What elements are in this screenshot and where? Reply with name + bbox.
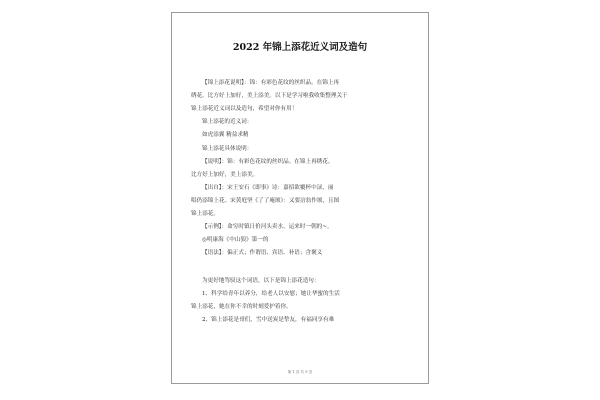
text-line: 锦上添花近义词以及造句，希望对你有用！ <box>191 106 298 112</box>
text-line: 1、科学给青年以养分，给老人以安慰；她让华蜜的生活 <box>202 291 340 297</box>
document-page <box>171 12 429 384</box>
document-title: 2022 年锦上添花近义词及造句 <box>232 42 368 53</box>
text-line: 为更好地驾驭这个词语，以下是锦上添花造句： <box>202 278 320 284</box>
text-line: 2、锦上添花是哥们，雪中送炭是挚友，有福同享有难 <box>202 317 335 323</box>
text-line: 【说明】：锦：有彩色花纹的丝织品。在锦上再绣花。 <box>202 159 334 165</box>
text-line: 【语法】：偏正式；作谓语、宾语、补语；含褒义 <box>202 250 323 256</box>
text-line: 【出自】：宋王安石《即事》诗：嘉招欲覆杯中渌，丽 <box>202 185 334 191</box>
text-line: 如虎添翼 精益求精 <box>202 132 249 138</box>
text-line: 锦上添花具体说明： <box>202 146 253 152</box>
text-line: 锦上添花。 <box>191 211 219 217</box>
text-line: 绣花。比方好上加好，美上添美。以下是学习啦我收集整理关于 <box>191 93 348 99</box>
text-line: 锦上添花的近义词： <box>202 119 253 125</box>
text-line: 【锦上添花说明】：锦：有彩色花纹的丝织品。在锦上再 <box>202 80 340 86</box>
text-line: 唱仍添锦上花。宋黄庭坚《了了庵颂》：又要涪翁作颂，且图 <box>191 198 340 204</box>
text-line: 比方好上加好，美上添美。 <box>191 172 259 178</box>
text-line: 锦上添花，她在你不幸的时刻爱护着你。 <box>191 304 292 310</box>
text-line: ◎明康海《中山狼》第一的 <box>202 237 269 243</box>
page-footer: 第 1 页 共 9 页 <box>287 370 313 374</box>
text-line: 【示例】：命穷时镇日价河头卖水，运来时一朝的~。 <box>202 224 333 230</box>
